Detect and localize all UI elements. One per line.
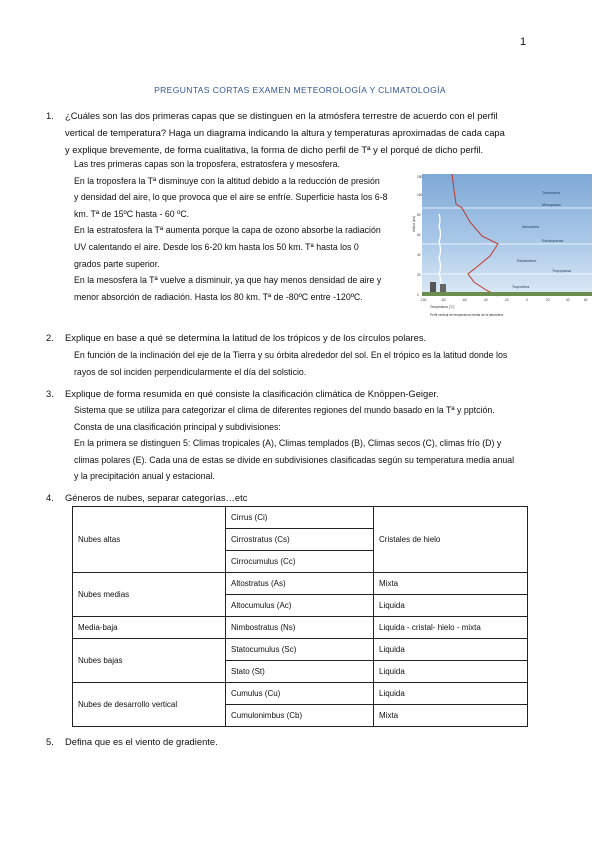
layer-label: Mesopausa: [542, 203, 561, 207]
answer-line: UV calentando el aire. Desde los 6-20 km hasta los 50 km. Tª hasta los 0: [74, 241, 359, 252]
cloud-category-cell: Nubes altas: [73, 507, 226, 573]
y-tick: 80: [417, 213, 421, 217]
figure-caption: Perfil vertical de temperatura media de la atmósfera: [430, 313, 504, 317]
x-tick: -60: [462, 298, 467, 302]
layer-label: Estratopausa: [542, 239, 564, 243]
cloud-composition-cell: Liquida: [374, 639, 528, 661]
cloud-composition-cell: Liquida: [374, 661, 528, 683]
cloud-genus-cell: Altocumulus (Ac): [226, 595, 374, 617]
answer-line: Sistema que se utiliza para categorizar el clima de diferentes regiones del mundo basado en la Tª y pptción.: [74, 405, 495, 415]
cloud-genus-cell: Nimbostratus (Ns): [226, 617, 374, 639]
answer-line: km. Tª de 15ºC hasta - 60 ºC.: [74, 208, 190, 219]
answer-line: Las tres primeras capas son la troposfera, estratosfera y mesosfera.: [74, 159, 340, 169]
cloud-genus-cell: Cirrus (Ci): [226, 507, 374, 529]
answer-line: En la troposfera la Tª disminuye con la altitud debido a la reducción de presión: [74, 175, 380, 186]
question-text: [65, 330, 426, 347]
cloud-category-cell: Media-baja: [73, 617, 226, 639]
answer-line: En la estratosfera la Tª aumenta porque la capa de ozono absorbe la radiación: [74, 225, 381, 236]
question-line: y explique brevemente, de forma cualitativa, la forma de dicho perfil de Tª y el porqué de dicho perfil.: [65, 143, 484, 155]
y-tick: 150: [417, 175, 423, 179]
layer-label: Troposfera: [512, 285, 530, 289]
question-number: 1.: [46, 110, 54, 121]
y-axis-label: Altitud (km): [412, 215, 416, 232]
question-number: 5.: [46, 736, 54, 747]
answer-line: En la primera se distinguen 5: Climas tropicales (A), Climas templados (B), Climas secos (C), climas frío (D) y: [74, 438, 502, 449]
y-tick: 100: [417, 193, 423, 197]
question-text: [65, 734, 218, 751]
x-tick: -40: [483, 298, 488, 302]
cloud-genus-cell: Cirrostratus (Cs): [226, 529, 374, 551]
x-tick: 60: [584, 298, 588, 302]
cloud-category-cell: Nubes bajas: [73, 639, 226, 683]
answer-line: y densidad del aire, lo que provoca que el aire se enfríe. Superficie hasta los 6-8: [74, 192, 388, 203]
y-tick: 40: [417, 253, 421, 257]
cloud-composition-cell: Mixta: [374, 705, 528, 727]
question-line: Defina que es el viento de gradiente.: [65, 736, 218, 747]
x-axis-label: Temperatura (°C): [430, 305, 455, 309]
layer-label: Mesosfera: [522, 225, 539, 229]
cloud-genus-cell: Cirrocumulus (Cc): [226, 551, 374, 573]
cloud-genus-cell: Cumulus (Cu): [226, 683, 374, 705]
question-text: [65, 490, 247, 507]
question-line: vertical de temperatura? Haga un diagrama indicando la altura y temperaturas aproximadas de cada capa: [65, 126, 505, 138]
question-number: 3.: [46, 388, 54, 399]
x-tick: 0: [526, 298, 528, 302]
cloud-genus-cell: Cumulonimbus (Cb): [226, 705, 374, 727]
table-row: [73, 683, 528, 705]
question-text: [65, 108, 505, 158]
question-number: 2.: [46, 332, 54, 343]
y-tick: 0: [417, 293, 419, 297]
x-tick: 40: [566, 298, 570, 302]
cloud-composition-cell: Cristales de hielo: [374, 507, 528, 573]
table-row: [73, 617, 528, 639]
cloud-category-cell: Nubes de desarrollo vertical: [73, 683, 226, 727]
answer-line: rayos de sol inciden perpendicularmente el día del solsticio.: [74, 366, 307, 377]
answer-3: [74, 402, 514, 485]
table-row: [73, 507, 528, 529]
y-tick: 20: [417, 273, 421, 277]
cloud-composition-cell: Liquida: [374, 595, 528, 617]
cloud-genus-cell: Statocumulus (Sc): [226, 639, 374, 661]
cloud-genera-table: [72, 506, 528, 727]
layer-label: Estratosfera: [517, 259, 537, 263]
ground: [422, 292, 592, 296]
cloud-genus-cell: Altostratus (As): [226, 573, 374, 595]
table-row: [73, 639, 528, 661]
x-tick: 20: [546, 298, 550, 302]
table-row: [73, 573, 528, 595]
question-text: [65, 386, 439, 403]
x-tick: -20: [504, 298, 509, 302]
question-line: Géneros de nubes, separar categorías…etc: [65, 492, 248, 503]
answer-line: Consta de una clasificación principal y subdivisiones:: [74, 421, 281, 432]
cloud-genus-cell: Stato (St): [226, 661, 374, 683]
layer-label: Tropopausa: [552, 269, 572, 273]
question-number: 4.: [46, 492, 54, 503]
question-line: ¿Cuáles son las dos primeras capas que se distinguen en la atmósfera terrestre de acuerdo con el perfil: [65, 110, 498, 121]
question-line: Explique de forma resumida en qué consiste la clasificación climática de Knöppen-Geiger.: [65, 388, 439, 399]
page-number: 1: [520, 36, 527, 48]
cloud-composition-cell: Mixta: [374, 573, 528, 595]
answer-line: climas polares (E). Cada una de estas se divide en subdivisiones clasificadas según su temperatura media anual: [74, 454, 515, 465]
answer-line: En función de la inclinación del eje de la Tierra y su órbita alrededor del sol. En el trópico es la latitud donde los: [74, 350, 508, 360]
x-tick: -80: [441, 298, 446, 302]
answer-line: y la precipitación anual y estacional.: [74, 471, 215, 482]
question-line: Explique en base a qué se determina la latitud de los trópicos y de los círculos polares.: [65, 332, 427, 343]
cloud-composition-cell: Liquida: [374, 683, 528, 705]
answer-2: [74, 347, 507, 380]
answer-line: grados parte superior.: [74, 258, 160, 269]
cloud-category-cell: Nubes medias: [73, 573, 226, 617]
sky-background: [422, 174, 592, 296]
cloud-composition-cell: Liquida - cristal- hielo - mixta: [374, 617, 528, 639]
answer-line: En la mesosfera la Tª vuelve a disminuir, ya que hay menos densidad de aire y: [74, 275, 382, 286]
document-title: PREGUNTAS CORTAS EXAMEN METEOROLOGÍA Y CLIMATOLOGÍA: [154, 85, 446, 95]
answer-1: [74, 156, 400, 305]
x-tick: -100: [420, 298, 427, 302]
y-tick: 60: [417, 233, 421, 237]
temperature-profile-figure: [412, 170, 594, 322]
answer-line: menor absorción de radiación. Hasta los 80 km. Tª de -80ºC entre -120ºC.: [74, 291, 363, 302]
layer-label: Termosfera: [542, 191, 560, 195]
